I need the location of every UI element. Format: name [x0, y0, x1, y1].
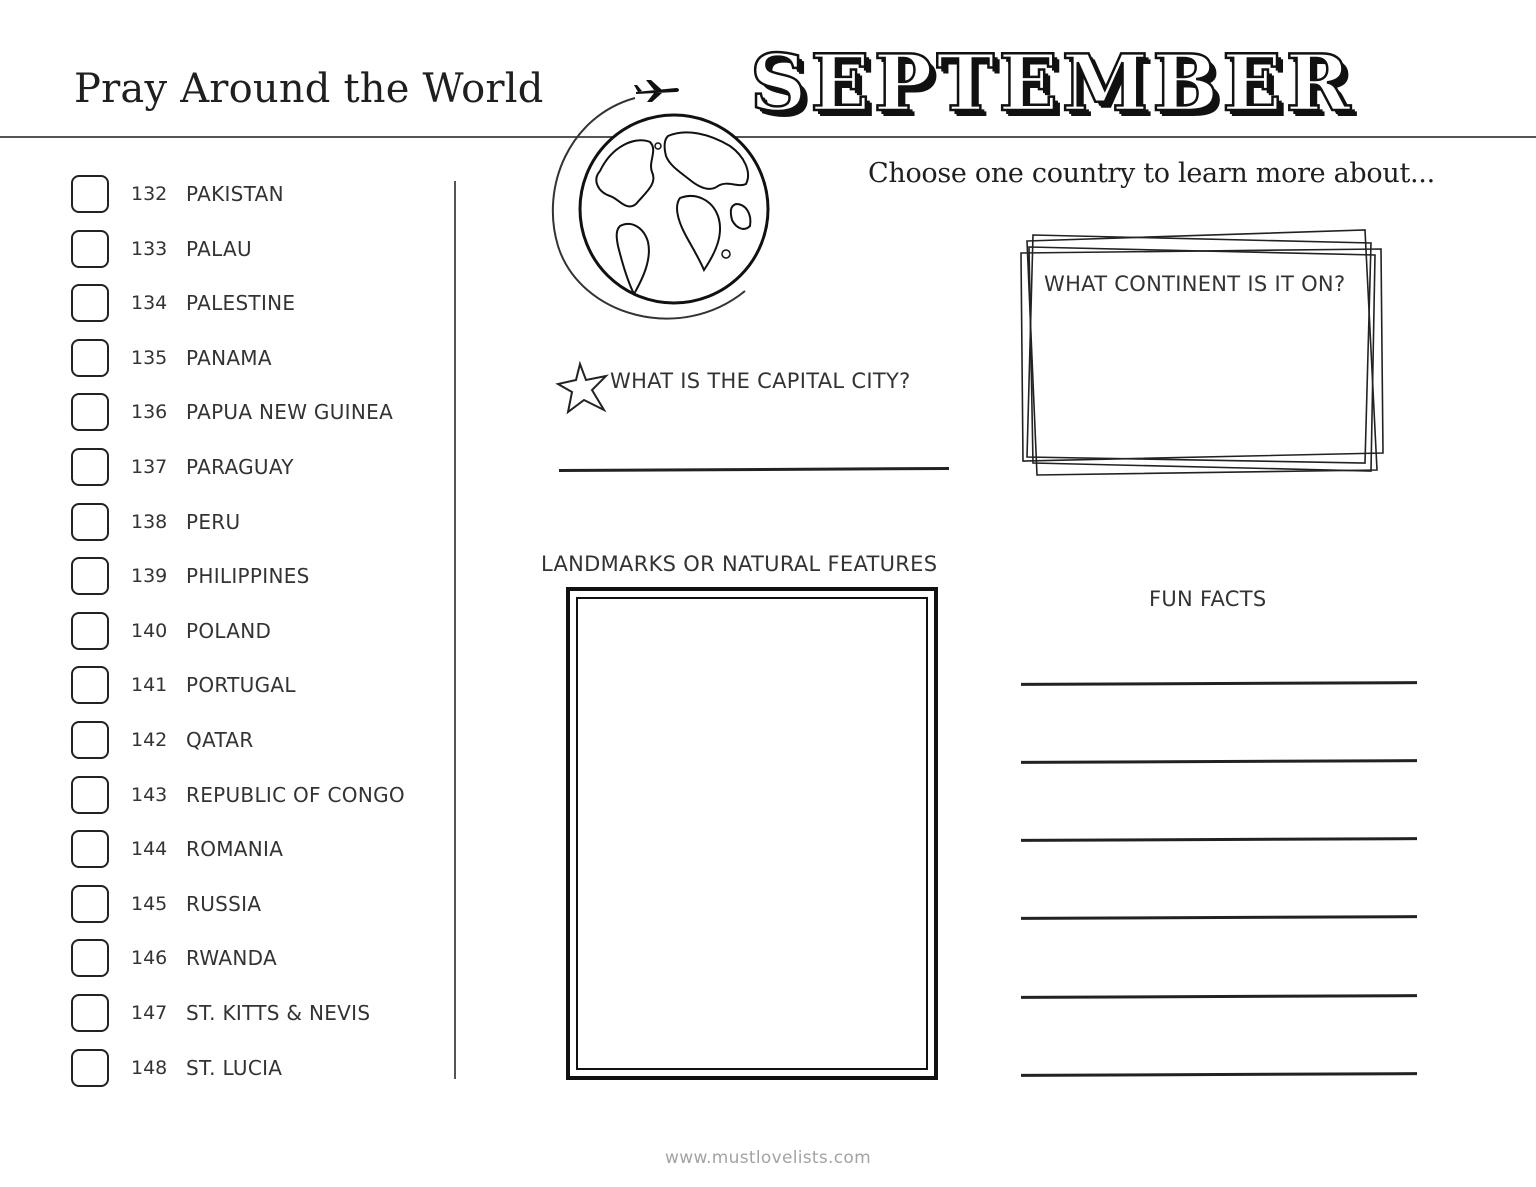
country-number: 135 — [131, 346, 168, 369]
list-item — [71, 173, 451, 215]
country-name: RUSSIA — [186, 891, 262, 916]
country-number: 136 — [131, 401, 168, 424]
country-number: 133 — [131, 237, 168, 260]
list-item — [71, 446, 451, 488]
country-number: 132 — [131, 183, 168, 205]
country-number: 138 — [131, 510, 168, 533]
list-item — [71, 1047, 451, 1089]
checkbox[interactable] — [71, 994, 109, 1032]
capital-city-write-line[interactable] — [559, 467, 949, 472]
country-name: PAKISTAN — [186, 182, 284, 206]
country-number: 140 — [131, 619, 168, 642]
list-item — [71, 391, 451, 433]
page-title: Pray Around the World — [74, 66, 544, 112]
checkbox[interactable] — [71, 1049, 109, 1087]
checkbox[interactable] — [71, 776, 109, 814]
list-item — [71, 610, 451, 652]
country-name: PORTUGAL — [186, 673, 296, 698]
list-item — [71, 774, 451, 816]
checkbox[interactable] — [71, 721, 109, 759]
list-item — [71, 828, 451, 870]
list-item — [71, 664, 451, 706]
country-number: 137 — [131, 456, 168, 478]
worksheet-prompt: Choose one country to learn more about... — [868, 158, 1435, 189]
country-name: PAPUA NEW GUINEA — [186, 400, 394, 425]
country-number: 144 — [131, 838, 168, 861]
fun-facts-line[interactable] — [1021, 915, 1417, 920]
list-item — [71, 883, 451, 925]
fun-facts-label: FUN FACTS — [1149, 587, 1267, 611]
fun-facts-line[interactable] — [1021, 1072, 1417, 1077]
checkbox[interactable] — [71, 939, 109, 977]
list-item — [71, 228, 451, 270]
checkbox[interactable] — [71, 666, 109, 704]
checkbox[interactable] — [71, 830, 109, 868]
fun-facts-line[interactable] — [1021, 759, 1417, 764]
country-name: ST. LUCIA — [186, 1055, 283, 1080]
checkbox[interactable] — [71, 557, 109, 595]
fun-facts-line[interactable] — [1021, 994, 1417, 999]
column-divider — [454, 181, 456, 1079]
fun-facts-line[interactable] — [1021, 681, 1417, 686]
star-icon — [554, 360, 612, 416]
continent-label: WHAT CONTINENT IS IT ON? — [1044, 272, 1346, 296]
checkbox[interactable] — [71, 612, 109, 650]
checkbox[interactable] — [71, 284, 109, 322]
footer-url: www.mustlovelists.com — [665, 1148, 871, 1168]
country-number: 147 — [131, 1002, 168, 1024]
landmarks-label: LANDMARKS OR NATURAL FEATURES — [541, 552, 938, 576]
country-name: PALAU — [186, 236, 252, 261]
continent-answer-box[interactable] — [1015, 225, 1390, 480]
list-item — [71, 719, 451, 761]
country-number: 148 — [131, 1056, 168, 1079]
list-item — [71, 337, 451, 379]
country-name: RWANDA — [186, 946, 277, 971]
fun-facts-line[interactable] — [1021, 837, 1417, 842]
landmarks-drawing-box[interactable] — [566, 587, 938, 1080]
country-number: 142 — [131, 729, 168, 751]
country-name: POLAND — [186, 618, 272, 643]
country-name: PERU — [186, 509, 241, 534]
country-name: ROMANIA — [186, 837, 284, 862]
checkbox[interactable] — [71, 448, 109, 486]
list-item — [71, 937, 451, 979]
country-number: 145 — [131, 892, 168, 915]
country-number: 141 — [131, 674, 168, 697]
country-name: ST. KITTS & NEVIS — [186, 1001, 371, 1025]
country-name: PHILIPPINES — [186, 564, 310, 589]
month-title: SEPTEMBER — [750, 38, 1355, 129]
checkbox[interactable] — [71, 393, 109, 431]
country-number: 134 — [131, 292, 168, 315]
checkbox[interactable] — [71, 230, 109, 268]
checkbox[interactable] — [71, 175, 109, 213]
capital-city-label: WHAT IS THE CAPITAL CITY? — [610, 369, 911, 393]
checkbox[interactable] — [71, 503, 109, 541]
country-number: 143 — [131, 783, 168, 806]
country-name: PANAMA — [186, 345, 272, 370]
landmarks-inner-frame — [576, 597, 928, 1070]
country-name: QATAR — [186, 728, 254, 752]
country-name: PARAGUAY — [186, 455, 294, 479]
list-item — [71, 992, 451, 1034]
list-item — [71, 555, 451, 597]
list-item — [71, 282, 451, 324]
checkbox[interactable] — [71, 339, 109, 377]
globe-icon — [540, 76, 780, 332]
country-number: 146 — [131, 947, 168, 970]
country-name: REPUBLIC OF CONGO — [186, 782, 405, 807]
country-number: 139 — [131, 565, 168, 588]
country-name: PALESTINE — [186, 291, 296, 316]
airplane-icon — [632, 78, 682, 104]
checkbox[interactable] — [71, 885, 109, 923]
list-item — [71, 501, 451, 543]
